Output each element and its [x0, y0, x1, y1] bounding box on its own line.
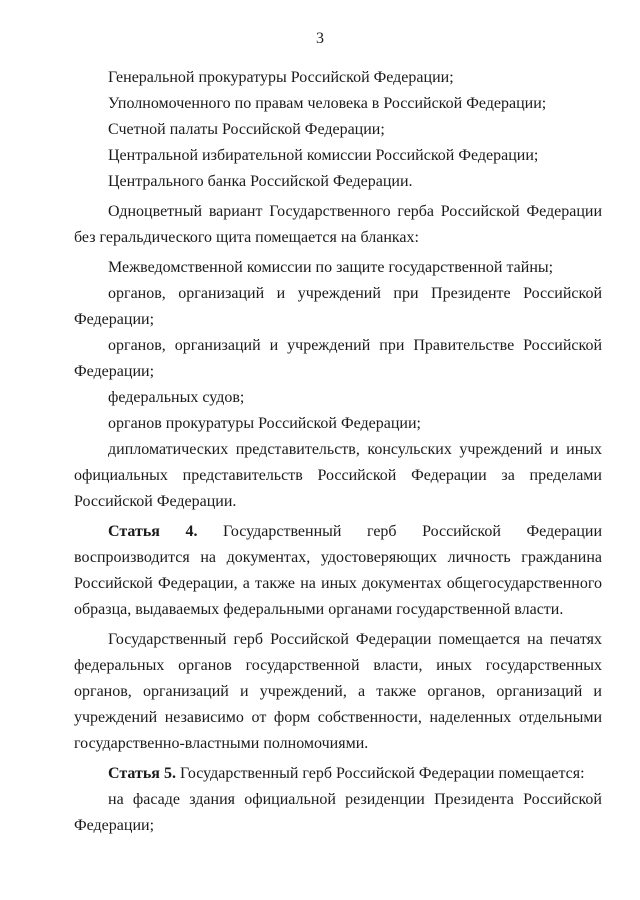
paragraph-president-bodies: органов, организаций и учреждений при Президенте Российской Федерации;	[74, 285, 602, 328]
page-number: 3	[316, 30, 324, 47]
article-4-heading: Статья 4.	[108, 523, 198, 540]
paragraph-diplomatic-missions: дипломатических представительств, консульских учреждений и иных официальных представительств Российской Федерации за пределами Российской Федерации.	[74, 441, 602, 510]
paragraph-article-4: Статья 4. Государственный герб Российской Федерации воспроизводится на документах, удостоверяющих личность гражданина Российской Федерации, а также на иных документах общегосударственного образца, выдаваемых федеральными органами государственной власти.	[74, 523, 603, 618]
paragraph-ombudsman: Уполномоченного по правам человека в Российской Федерации;	[108, 95, 547, 112]
paragraph-prosecutor-bodies: органов прокуратуры Российской Федерации;	[108, 415, 421, 432]
paragraph-accounts-chamber: Счетной палаты Российской Федерации;	[108, 121, 385, 138]
paragraph-central-bank: Центрального банка Российской Федерации.	[108, 173, 413, 190]
paragraph-residence-facade: на фасаде здания официальной резиденции Президента Российской Федерации;	[74, 791, 602, 834]
paragraph-general-prosecutor: Генеральной прокуратуры Российской Федерации;	[108, 69, 454, 86]
document-body	[74, 65, 602, 839]
paragraph-government-bodies: органов, организаций и учреждений при Правительстве Российской Федерации;	[74, 337, 602, 380]
paragraph-seals: Государственный герб Российской Федерации помещается на печатях федеральных органов государственной власти, иных государственных органов, организаций и учреждений, а также органов, организаций и учреждений независимо от форм собственности, наделенных отдельными государственно-властными полномочиями.	[74, 631, 602, 752]
paragraph-interdepartmental-commission: Межведомственной комиссии по защите государственной тайны;	[108, 259, 554, 276]
paragraph-article-5: Статья 5. Государственный герб Российской Федерации помещается:	[108, 765, 585, 782]
paragraph-election-commission: Центральной избирательной комиссии Российской Федерации;	[108, 147, 539, 164]
paragraph-monochrome-variant: Одноцветный вариант Государственного герба Российской Федерации без геральдического щита помещается на бланках:	[74, 203, 602, 246]
article-5-heading: Статья 5.	[108, 765, 176, 782]
paragraph-federal-courts: федеральных судов;	[108, 389, 245, 406]
